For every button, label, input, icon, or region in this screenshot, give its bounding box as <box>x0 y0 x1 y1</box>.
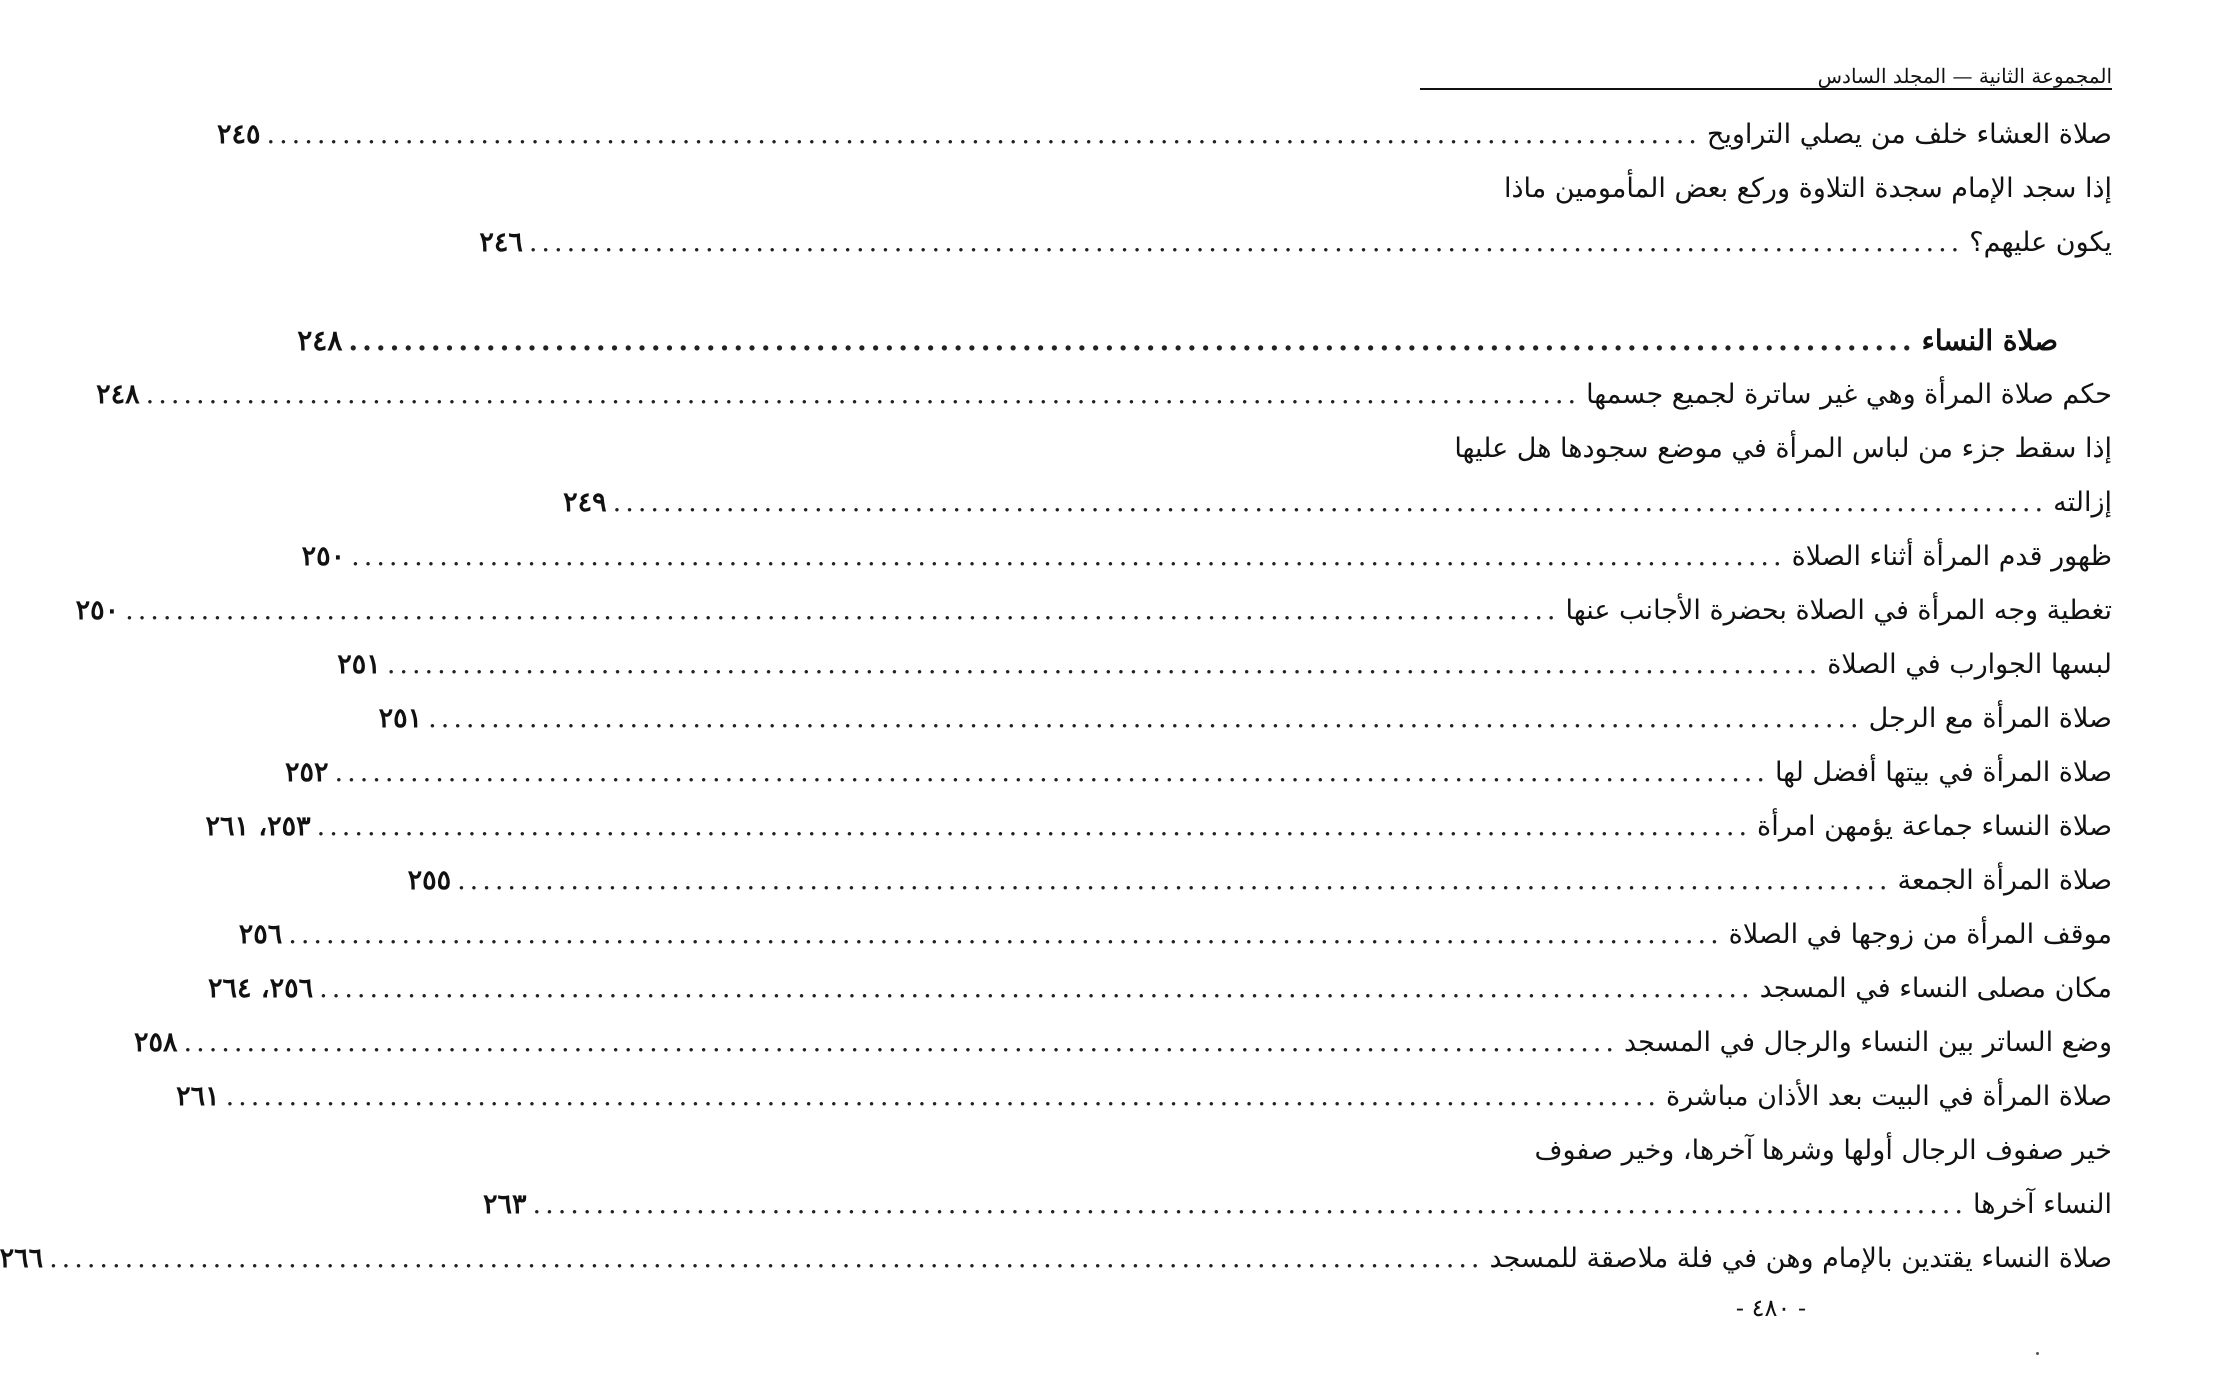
toc-entry <box>238 908 2112 962</box>
toc-entry <box>563 476 2112 530</box>
entry-title: تغطية وجه المرأة في الصلاة بحضرة الأجانب عنها <box>1565 595 2112 626</box>
entry-title: ظهور قدم المرأة أثناء الصلاة <box>1791 541 2112 572</box>
toc-entry <box>337 638 2112 692</box>
toc-entry <box>176 1070 2112 1124</box>
toc-entry <box>205 800 2112 854</box>
dot-leader: .................................................................................................................. <box>125 595 1560 626</box>
dot-leader: .................................................................................................................. <box>351 541 1786 572</box>
entry-title: إذا سجد الإمام سجدة التلاوة وركع بعض المأمومين ماذا <box>1503 173 2112 204</box>
dot-leader: .................................................................................................................. <box>266 119 1701 150</box>
entry-page-number: ٢٥١ <box>378 703 423 734</box>
toc-entry <box>285 746 2112 800</box>
toc-entry <box>1420 162 2112 216</box>
toc-entry <box>1420 1124 2112 1178</box>
toc-entry <box>378 692 2112 746</box>
entry-page-number: ٢٥٠ <box>75 595 120 626</box>
entry-title: صلاة المرأة مع الرجل <box>1868 703 2112 734</box>
entry-title: صلاة المرأة الجمعة <box>1897 865 2112 896</box>
running-header: المجموعة الثانية — المجلد السادس <box>1817 64 2112 88</box>
entry-page-number: ٢٥٢ <box>285 757 329 788</box>
toc-entry <box>301 530 2112 584</box>
dot-leader: .................................................................................................................. <box>225 1081 1661 1112</box>
entry-page-number: ٢٥٦، ٢٦٤ <box>208 973 314 1004</box>
entry-page-number: ٢٤٩ <box>563 487 607 518</box>
entry-page-number: ٢٥٣، ٢٦١ <box>205 811 311 842</box>
toc-entry <box>1420 422 2112 476</box>
entry-page-number: ٢٥٦ <box>238 919 283 950</box>
dot-leader: .................................................................................................................. <box>316 811 1752 842</box>
dot-leader: .................................................................................................................. <box>457 865 1892 896</box>
toc-entry <box>96 368 2112 422</box>
dot-leader: .................................................................................................................. <box>612 487 2048 518</box>
toc-entry <box>75 584 2112 638</box>
dot-leader: .................................................................................................................. <box>334 757 1769 788</box>
entry-page-number: ٢٦٣ <box>483 1189 527 1220</box>
entry-page-number: ٢٥٥ <box>407 865 452 896</box>
dot-leader: .................................................................................................................. <box>428 703 1863 734</box>
entry-title: صلاة العشاء خلف من يصلي التراويح <box>1706 119 2112 150</box>
entry-title: صلاة النساء يقتدين بالإمام وهن في فلة ملاصقة للمسجد <box>1489 1243 2112 1274</box>
entry-title: صلاة النساء جماعة يؤمهن امرأة <box>1757 811 2112 842</box>
section-title: صلاة النساء <box>1921 324 2058 357</box>
entry-title: النساء آخرها <box>1972 1189 2112 1220</box>
entry-title: لبسها الجوارب في الصلاة <box>1827 649 2112 680</box>
entry-title: موقف المرأة من زوجها في الصلاة <box>1728 919 2112 950</box>
entry-page-number: ٢٦١ <box>176 1081 220 1112</box>
dot-leader: .................................................................................................................. <box>319 973 1754 1004</box>
entry-page-number: ٢٤٨ <box>96 379 140 410</box>
entry-title: خير صفوف الرجال أولها وشرها آخرها، وخير صفوف <box>1534 1135 2112 1166</box>
section-page-number: ٢٤٨ <box>297 324 343 357</box>
dot-leader: .................................................................................................................. <box>348 324 1916 357</box>
dot-leader: .................................................................................................................. <box>145 379 1581 410</box>
entry-title: حكم صلاة المرأة وهي غير ساترة لجميع جسمها <box>1586 379 2112 410</box>
entry-title: وضع الساتر بين النساء والرجال في المسجد <box>1623 1027 2112 1058</box>
page-number: - ٤٨٠ - <box>1735 1294 1807 1322</box>
entry-title: مكان مصلى النساء في المسجد <box>1759 973 2112 1004</box>
dot-leader: .................................................................................................................. <box>49 1243 1484 1274</box>
scan-speck <box>2036 1352 2039 1355</box>
dot-leader: .................................................................................................................. <box>386 649 1822 680</box>
table-of-contents <box>0 108 2112 1286</box>
entry-page-number: ٢٤٦ <box>479 227 523 258</box>
toc-entry <box>216 108 2112 162</box>
entry-page-number: ٢٤٥ <box>216 119 261 150</box>
header-rule <box>1420 88 2112 90</box>
entry-title: صلاة المرأة في البيت بعد الأذان مباشرة <box>1666 1081 2112 1112</box>
entry-title: يكون عليهم؟ <box>1969 227 2112 258</box>
section-heading <box>297 314 2112 368</box>
dot-leader: .................................................................................................................. <box>183 1027 1618 1058</box>
entry-page-number: ٢٥٠ <box>301 541 346 572</box>
entry-page-number: ٢٥٨ <box>134 1027 178 1058</box>
entry-page-number: ٢٥١ <box>337 649 381 680</box>
toc-entry <box>208 962 2112 1016</box>
toc-entry <box>479 216 2112 270</box>
dot-leader: .................................................................................................................. <box>528 227 1964 258</box>
entry-page-number: ٢٦٦ <box>0 1243 44 1274</box>
entry-title: إزالته <box>2053 487 2112 518</box>
toc-entry <box>0 1232 2112 1286</box>
toc-entry <box>483 1178 2112 1232</box>
entry-title: إذا سقط جزء من لباس المرأة في موضع سجودها هل عليها <box>1454 433 2112 464</box>
toc-entry <box>407 854 2112 908</box>
dot-leader: .................................................................................................................. <box>288 919 1723 950</box>
dot-leader: .................................................................................................................. <box>532 1189 1967 1220</box>
entry-title: صلاة المرأة في بيتها أفضل لها <box>1774 757 2112 788</box>
toc-entry <box>134 1016 2112 1070</box>
